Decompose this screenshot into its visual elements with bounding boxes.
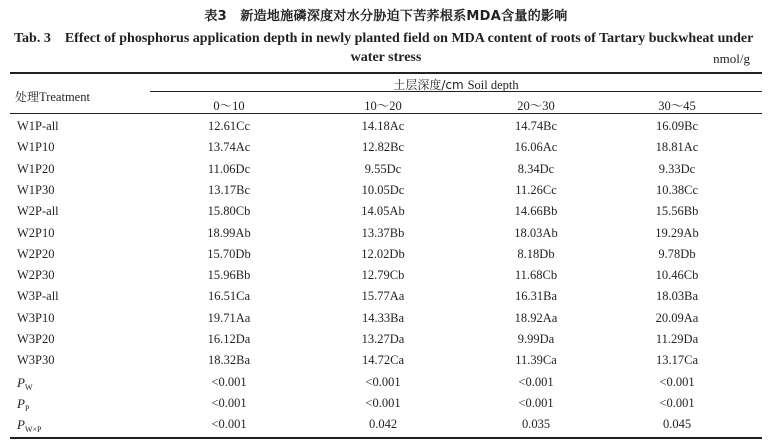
table-cell: 18.32Ba — [207, 353, 250, 368]
table-row — [0, 311, 772, 332]
table-cell: 14.18Ac — [361, 119, 405, 133]
table-title-en-line1: Tab. 3 Effect of phosphorus application depth in newly planted field on MDA content of roots of Tartary buckwheat under — [14, 31, 754, 46]
table-cell: 11.26Cc — [515, 182, 557, 197]
table-row — [0, 332, 772, 353]
table-cell: 9.99Da — [517, 332, 555, 346]
p-value-label — [17, 375, 33, 392]
table-cell: 16.51Ca — [207, 289, 250, 304]
column-header-0-10: 0～10 — [213, 99, 245, 113]
p-value-cell: 0.042 — [368, 417, 398, 432]
table-row — [0, 162, 772, 183]
column-header-20-30: 20～30 — [517, 99, 555, 113]
table-title-zh: 表3 新造地施磷深度对水分胁迫下苦荞根系MDA含量的影响 — [204, 9, 568, 24]
table-cell: 13.74Ac — [207, 140, 251, 155]
row-label: W3P-all — [17, 289, 59, 304]
table-cell: 11.68Cb — [514, 268, 558, 283]
table-row — [0, 247, 772, 268]
table-cell: 20.09Aa — [655, 310, 699, 325]
table-cell: 10.38Cc — [655, 182, 698, 197]
table-cell: 12.82Bc — [361, 140, 404, 155]
table-cell: 18.03Ba — [655, 289, 698, 304]
soil-depth-header — [150, 76, 762, 93]
p-value-cell: 0.035 — [521, 417, 551, 432]
p-subscript: W×P — [24, 425, 42, 435]
table-row — [0, 268, 772, 289]
table-cell: 9.55Dc — [364, 161, 402, 176]
row-label: W2P30 — [17, 268, 55, 283]
table-cell: 10.05Dc — [361, 182, 405, 197]
table-cell: 14.05Ab — [361, 204, 405, 219]
table-cell: 13.37Bb — [361, 225, 405, 240]
treatment-header-en: Treatment — [39, 90, 90, 104]
row-label: W1P-all — [17, 119, 59, 133]
table-cell: 16.31Ba — [514, 289, 557, 304]
p-value-cell: <0.001 — [518, 395, 554, 410]
table-cell: 16.06Ac — [514, 140, 558, 155]
p-value-cell: <0.001 — [659, 395, 695, 410]
table-cell: 15.77Aa — [361, 289, 405, 304]
table-cell: 18.81Ac — [655, 140, 699, 155]
treatment-header — [15, 88, 90, 105]
p-symbol: P — [17, 374, 25, 390]
p-subscript: P — [24, 403, 30, 413]
table-cell: 8.18Db — [517, 246, 555, 261]
table-cell: 18.99Ab — [207, 225, 251, 240]
row-label: W2P-all — [17, 204, 59, 219]
p-value-cell: <0.001 — [365, 374, 401, 389]
p-value-cell: <0.001 — [659, 374, 695, 389]
table-cell: 16.12Da — [207, 332, 251, 346]
p-value-label — [17, 396, 29, 413]
p-value-cell: <0.001 — [211, 374, 247, 389]
table-cell: 11.06Dc — [207, 161, 251, 176]
table-cell: 12.02Db — [361, 246, 405, 261]
table-cell: 11.39Ca — [515, 353, 557, 368]
top-rule — [10, 72, 762, 74]
table-cell: 18.03Ab — [514, 225, 558, 240]
table-cell: 14.72Ca — [361, 353, 404, 368]
table-cell: 18.92Aa — [514, 310, 558, 325]
table-cell: 16.09Bc — [655, 119, 698, 133]
p-value-row — [0, 417, 772, 438]
unit-label: nmol/g — [713, 51, 750, 66]
table-cell: 13.17Bc — [207, 182, 250, 197]
table-cell: 15.80Cb — [207, 204, 251, 219]
soil-depth-header-zh: 土层深度/cm — [393, 78, 464, 92]
table-row — [0, 183, 772, 204]
column-header-30-45: 30～45 — [658, 99, 696, 113]
p-value-cell: 0.045 — [662, 417, 692, 432]
table-cell: 19.29Ab — [655, 225, 699, 240]
row-label: W1P10 — [17, 140, 55, 155]
row-label: W3P30 — [17, 353, 55, 368]
row-label: W1P20 — [17, 161, 55, 176]
p-symbol: P — [17, 395, 25, 411]
column-header-10-20: 10～20 — [364, 99, 402, 113]
p-value-cell: <0.001 — [211, 395, 247, 410]
table-cell: 13.27Da — [361, 332, 405, 346]
table-row — [0, 353, 772, 374]
table-row — [0, 226, 772, 247]
table-cell: 13.17Ca — [655, 353, 698, 368]
row-label: W2P20 — [17, 246, 55, 261]
table-cell: 14.33Ba — [361, 310, 404, 325]
p-value-cell: <0.001 — [518, 374, 554, 389]
p-value-row — [0, 396, 772, 417]
soil-depth-header-en: Soil depth — [467, 78, 519, 92]
p-value-cell: <0.001 — [365, 395, 401, 410]
table-cell: 19.71Aa — [207, 310, 251, 325]
p-value-row — [0, 375, 772, 396]
table-row — [0, 204, 772, 225]
table-cell: 14.66Bb — [514, 204, 558, 219]
table-row — [0, 140, 772, 161]
table-cell: 14.74Bc — [514, 119, 557, 133]
table-cell: 11.29Da — [655, 332, 699, 346]
table-cell: 15.56Bb — [655, 204, 699, 219]
row-label: W3P10 — [17, 310, 55, 325]
row-label: W1P30 — [17, 182, 55, 197]
table-row — [0, 289, 772, 310]
treatment-header-zh: 处理 — [15, 90, 40, 104]
table-cell: 10.46Cb — [655, 268, 699, 283]
table-cell: 12.79Cb — [361, 268, 405, 283]
table-cell: 8.34Dc — [517, 161, 555, 176]
row-label: W3P20 — [17, 332, 55, 346]
p-value-label — [17, 417, 41, 434]
table-cell: 12.61Cc — [207, 119, 250, 133]
table-title-en-line2: water stress — [350, 50, 422, 65]
p-symbol: P — [17, 417, 25, 433]
p-value-cell: <0.001 — [211, 417, 247, 432]
table-cell: 9.33Dc — [658, 161, 696, 176]
row-label: W2P10 — [17, 225, 55, 240]
table-cell: 9.78Db — [658, 246, 696, 261]
table-row — [0, 119, 772, 140]
table-cell: 15.70Db — [207, 246, 251, 261]
p-subscript: W — [24, 382, 33, 392]
table-cell: 15.96Bb — [207, 268, 251, 283]
